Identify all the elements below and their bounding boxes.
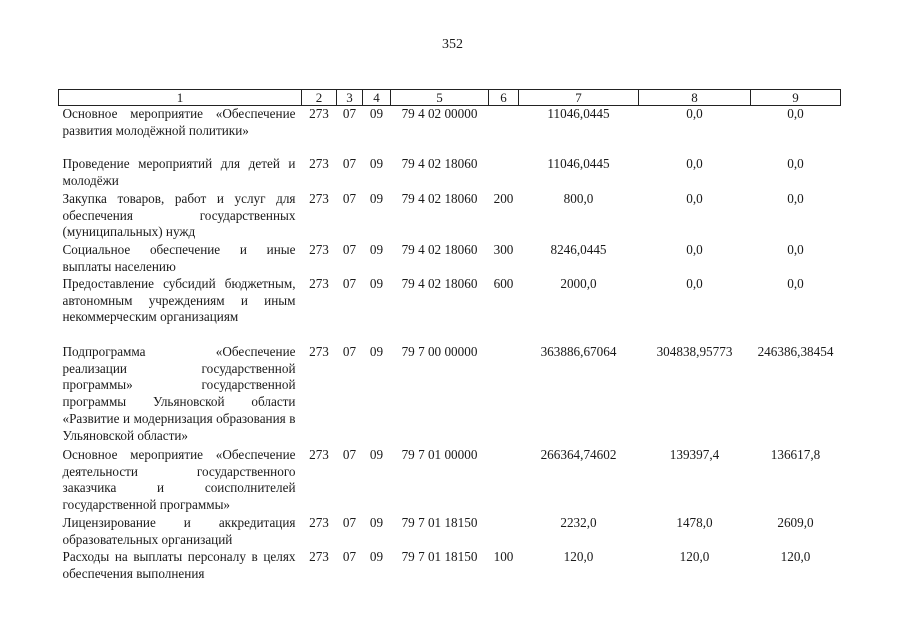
header-col-6: 6 bbox=[489, 90, 519, 106]
row-name: Закупка товаров, работ и услуг для обеспечения государственных (муниципальных) нужд bbox=[62, 191, 296, 240]
row-amount-7: 266364,74602 bbox=[540, 447, 617, 462]
table-row bbox=[59, 242, 841, 276]
row-admin-code: 273 bbox=[309, 549, 329, 564]
row-amount-8: 0,0 bbox=[686, 242, 703, 257]
row-amount-8: 0,0 bbox=[686, 156, 703, 171]
table-row bbox=[59, 549, 841, 589]
row-amount-9: 2609,0 bbox=[777, 515, 814, 530]
row-target-article: 79 4 02 18060 bbox=[401, 191, 478, 206]
row-amount-9: 136617,8 bbox=[770, 447, 821, 462]
row-target-article: 79 7 01 18150 bbox=[401, 515, 478, 530]
row-section: 07 bbox=[342, 242, 357, 257]
row-name: Предоставление субсидий бюджетным, автономным учреждениям и иным некоммерческим организациям bbox=[62, 276, 296, 325]
row-amount-7: 11046,0445 bbox=[547, 106, 610, 121]
row-expense-type bbox=[489, 515, 519, 549]
row-section: 07 bbox=[342, 191, 357, 206]
row-expense-type bbox=[489, 447, 519, 515]
table-row bbox=[59, 106, 841, 157]
row-subsection: 09 bbox=[369, 191, 384, 206]
row-expense-type: 200 bbox=[493, 191, 514, 206]
row-name: Подпрограмма «Обеспечение реализации государственной программы» государственной программы Ульяновской области «Развитие и модернизация образования в Ульяновской области» bbox=[62, 344, 296, 443]
header-col-9: 9 bbox=[751, 90, 841, 106]
row-admin-code: 273 bbox=[309, 242, 329, 257]
row-section: 07 bbox=[342, 515, 357, 530]
row-name: Расходы на выплаты персоналу в целях обеспечения выполнения bbox=[62, 549, 296, 581]
row-admin-code: 273 bbox=[309, 515, 329, 530]
row-admin-code: 273 bbox=[309, 106, 329, 121]
row-subsection: 09 bbox=[369, 276, 384, 291]
row-amount-7: 2000,0 bbox=[560, 276, 597, 291]
row-expense-type bbox=[489, 344, 519, 447]
row-name: Основное мероприятие «Обеспечение развития молодёжной политики» bbox=[62, 106, 296, 138]
row-target-article: 79 7 01 00000 bbox=[401, 447, 478, 462]
header-col-4: 4 bbox=[363, 90, 391, 106]
row-section: 07 bbox=[342, 549, 357, 564]
row-section: 07 bbox=[342, 106, 357, 121]
row-amount-7: 120,0 bbox=[563, 549, 594, 564]
row-amount-9: 120,0 bbox=[780, 549, 811, 564]
row-expense-type bbox=[489, 106, 519, 157]
row-subsection: 09 bbox=[369, 156, 384, 171]
row-amount-8: 120,0 bbox=[679, 549, 710, 564]
table-row bbox=[59, 156, 841, 191]
row-section: 07 bbox=[342, 447, 357, 462]
row-section: 07 bbox=[342, 344, 357, 359]
table-header bbox=[59, 90, 841, 106]
row-section: 07 bbox=[342, 276, 357, 291]
row-subsection: 09 bbox=[369, 242, 384, 257]
budget-table bbox=[58, 89, 841, 589]
row-amount-8: 0,0 bbox=[686, 191, 703, 206]
row-admin-code: 273 bbox=[309, 191, 329, 206]
row-amount-9: 246386,38454 bbox=[757, 344, 834, 359]
row-subsection: 09 bbox=[369, 515, 384, 530]
row-amount-7: 11046,0445 bbox=[547, 156, 610, 171]
header-col-7: 7 bbox=[519, 90, 639, 106]
row-expense-type bbox=[489, 156, 519, 191]
header-col-3: 3 bbox=[337, 90, 363, 106]
table-row bbox=[59, 344, 841, 447]
row-expense-type: 600 bbox=[493, 276, 514, 291]
header-col-2: 2 bbox=[302, 90, 337, 106]
row-target-article: 79 4 02 18060 bbox=[401, 276, 478, 291]
row-amount-9: 0,0 bbox=[787, 242, 804, 257]
row-amount-8: 1478,0 bbox=[676, 515, 713, 530]
row-name: Лицензирование и аккредитация образовательных организаций bbox=[62, 515, 296, 547]
row-subsection: 09 bbox=[369, 447, 384, 462]
row-subsection: 09 bbox=[369, 106, 384, 121]
table-row bbox=[59, 447, 841, 515]
row-target-article: 79 4 02 18060 bbox=[401, 156, 478, 171]
row-section: 07 bbox=[342, 156, 357, 171]
row-amount-7: 800,0 bbox=[563, 191, 594, 206]
row-admin-code: 273 bbox=[309, 447, 329, 462]
header-col-1: 1 bbox=[59, 90, 302, 106]
row-amount-7: 8246,0445 bbox=[550, 242, 607, 257]
row-amount-7: 363886,67064 bbox=[540, 344, 617, 359]
row-name: Социальное обеспечение и иные выплаты населению bbox=[62, 242, 296, 274]
row-target-article: 79 7 00 00000 bbox=[401, 344, 478, 359]
row-subsection: 09 bbox=[369, 344, 384, 359]
row-amount-7: 2232,0 bbox=[560, 515, 597, 530]
row-amount-8: 139397,4 bbox=[669, 447, 720, 462]
table-row bbox=[59, 191, 841, 242]
row-admin-code: 273 bbox=[309, 156, 329, 171]
row-amount-9: 0,0 bbox=[787, 106, 804, 121]
row-admin-code: 273 bbox=[309, 344, 329, 359]
row-amount-8: 0,0 bbox=[686, 106, 703, 121]
table-row bbox=[59, 276, 841, 344]
row-target-article: 79 4 02 00000 bbox=[401, 106, 478, 121]
row-amount-8: 0,0 bbox=[686, 276, 703, 291]
row-expense-type: 300 bbox=[493, 242, 514, 257]
row-subsection: 09 bbox=[369, 549, 384, 564]
header-row bbox=[59, 90, 841, 106]
row-amount-8: 304838,95773 bbox=[656, 344, 733, 359]
table-row bbox=[59, 515, 841, 549]
header-col-8: 8 bbox=[639, 90, 751, 106]
page-number: 352 bbox=[442, 37, 463, 52]
row-amount-9: 0,0 bbox=[787, 191, 804, 206]
row-amount-9: 0,0 bbox=[787, 156, 804, 171]
row-name: Основное мероприятие «Обеспечение деятельности государственного заказчика и соисполнителей государственной программы» bbox=[62, 447, 296, 513]
row-name: Проведение мероприятий для детей и молодёжи bbox=[62, 156, 296, 188]
header-col-5: 5 bbox=[391, 90, 489, 106]
row-amount-9: 0,0 bbox=[787, 276, 804, 291]
row-expense-type: 100 bbox=[493, 549, 514, 564]
row-target-article: 79 7 01 18150 bbox=[401, 549, 478, 564]
row-target-article: 79 4 02 18060 bbox=[401, 242, 478, 257]
row-admin-code: 273 bbox=[309, 276, 329, 291]
